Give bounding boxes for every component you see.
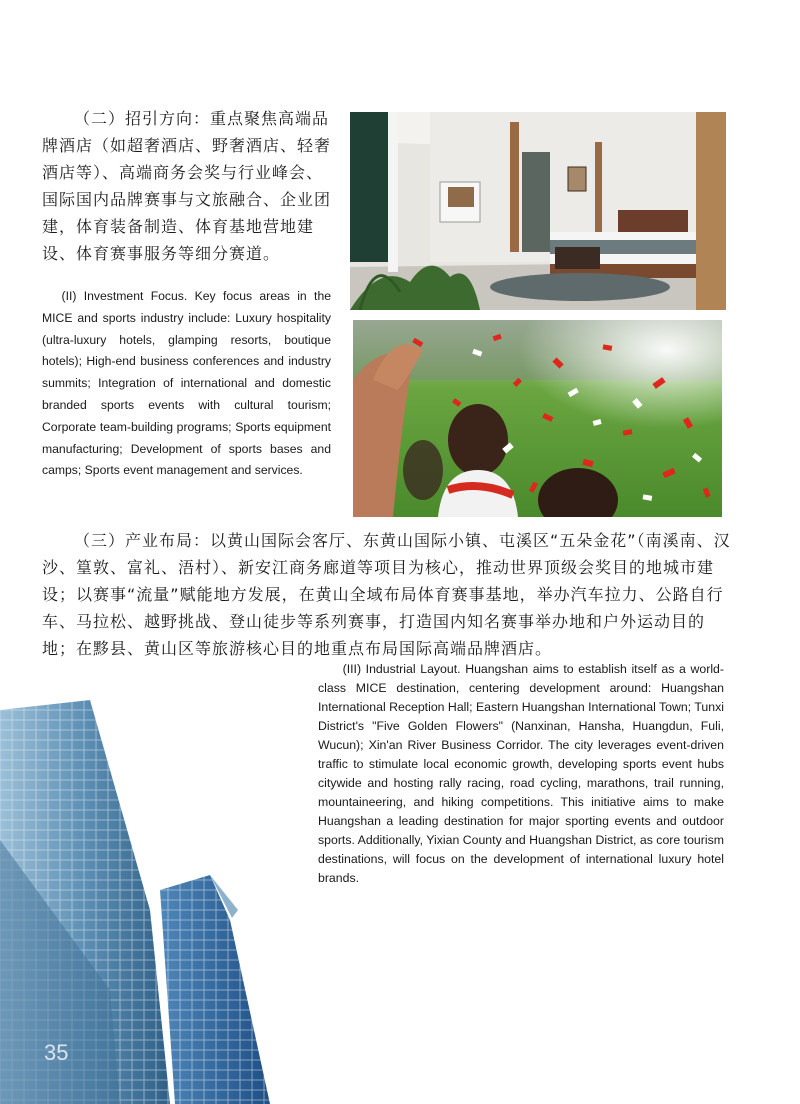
page-number: 35: [44, 1040, 69, 1065]
section-2-english-text: (II) Investment Focus. Key focus areas in the MICE and sports industry include: Luxury hospitality (ultra-luxury hotels, glamping resorts, boutique hotels); High-end business conferences and industry summits; Integration of international and domestic branded sports events with cultural tourism; Corporate team-building programs; Sports equipment manufacturing; Development of sports bases and camps; Sports event management and services.: [42, 289, 331, 478]
section-3-chinese-text: （三）产业布局：以黄山国际会客厅、东黄山国际小镇、屯溪区“五朵金花”（南溪南、汉沙、篁敦、富礼、浯村）、新安江商务廊道等项目为核心，推动世界顶级会奖目的地城市建设；以赛事“流量”赋能地方发展，在黄山全域布局体育赛事基地，举办汽车拉力、公路自行车、马拉松、越野挑战、登山徒步等系列赛事，打造国内知名赛事举办地和户外运动目的地；在黟县、黄山区等旅游核心目的地重点布局国际高端品牌酒店。: [42, 531, 731, 658]
sports-fans-photo: [353, 320, 722, 517]
section-3-english-text: (III) Industrial Layout. Huangshan aims to establish itself as a world-class MICE destination, centering development around: Huangshan International Reception Hall; Eastern Huangshan International Town; Tunxi District's "Five Golden Flowers" (Nanxinan, Hansha, Huangdun, Fuli, Wucun); Xin'an River Business Corridor. The city leverages event-driven traffic to stimulate local economic growth, developing sports event hubs citywide and hosting rally racing, road cycling, marathons, trail running, mountaineering, and hiking competitions. This initiative aims to make Huangshan a leading destination for major sporting events and outdoor sports. Additionally, Yixian County and Huangshan District, as core tourism destinations, will focus on the development of international luxury hotel brands.: [318, 662, 724, 885]
section-2-chinese-text: （二）招引方向：重点聚焦高端品牌酒店（如超奢酒店、野奢酒店、轻奢酒店等）、高端商务会奖与行业峰会、国际国内品牌赛事与文旅融合、企业团建，体育装备制造、体育基地营地建设、体育赛事服务等细分赛道。: [42, 109, 332, 263]
hotel-room-photo: [350, 112, 726, 310]
